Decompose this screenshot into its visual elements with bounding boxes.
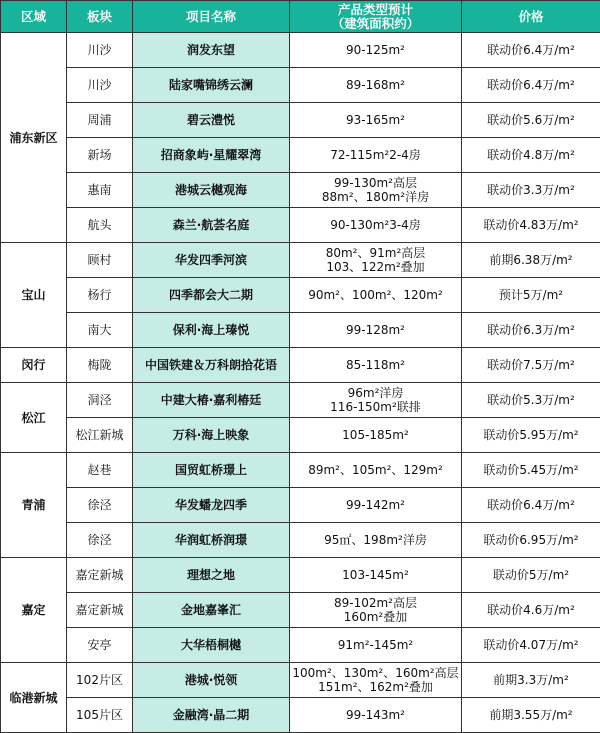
header-block: 板块	[67, 1, 133, 33]
table-header	[1, 1, 600, 33]
project-name-cell: 润发东望	[133, 33, 290, 68]
table-row	[1, 208, 600, 243]
project-name-cell: 森兰·航荟名庭	[133, 208, 290, 243]
block-cell: 顾村	[67, 243, 133, 278]
table-row	[1, 558, 600, 593]
product-type-cell	[290, 593, 462, 628]
product-type-line: 89m²、105m²、129m²	[292, 463, 459, 477]
product-type-line: 103-145m²	[292, 568, 459, 582]
project-name-cell: 港城云樾观海	[133, 173, 290, 208]
block-cell: 松江新城	[67, 418, 133, 453]
price-cell: 联动价6.95万/m²	[462, 523, 600, 558]
product-type-line: 88m²、180m²洋房	[292, 190, 459, 204]
block-cell: 嘉定新城	[67, 593, 133, 628]
product-type-line: 90-125m²	[292, 43, 459, 57]
project-name-cell: 华发四季河滨	[133, 243, 290, 278]
block-cell: 新场	[67, 138, 133, 173]
project-name-cell: 陆家嘴锦绣云澜	[133, 68, 290, 103]
block-cell: 航头	[67, 208, 133, 243]
header-price: 价格	[462, 1, 600, 33]
table-row	[1, 33, 600, 68]
region-cell: 闵行	[1, 348, 67, 383]
product-type-line: 89-168m²	[292, 78, 459, 92]
table-row	[1, 278, 600, 313]
product-type-cell	[290, 523, 462, 558]
table-row	[1, 68, 600, 103]
product-type-cell	[290, 348, 462, 383]
product-type-line: 103、122m²叠加	[292, 260, 459, 274]
product-type-line: 99-142m²	[292, 498, 459, 512]
block-cell: 徐泾	[67, 488, 133, 523]
table-row	[1, 383, 600, 418]
table-row	[1, 313, 600, 348]
product-type-line: 100m²、130m²、160m²高层	[292, 666, 459, 680]
table-row	[1, 418, 600, 453]
product-type-cell	[290, 103, 462, 138]
price-cell: 前期6.38万/m²	[462, 243, 600, 278]
block-cell: 嘉定新城	[67, 558, 133, 593]
block-cell: 南大	[67, 313, 133, 348]
price-cell: 联动价5.3万/m²	[462, 383, 600, 418]
region-cell: 松江	[1, 383, 67, 453]
product-type-cell	[290, 33, 462, 68]
price-cell: 联动价7.5万/m²	[462, 348, 600, 383]
product-type-cell	[290, 663, 462, 698]
project-name-cell: 中建大椿·嘉利椿廷	[133, 383, 290, 418]
product-type-cell	[290, 173, 462, 208]
price-cell: 前期3.3万/m²	[462, 663, 600, 698]
project-name-cell: 大华梧桐樾	[133, 628, 290, 663]
block-cell: 川沙	[67, 33, 133, 68]
price-cell: 联动价4.8万/m²	[462, 138, 600, 173]
table-body	[1, 33, 600, 733]
block-cell: 杨行	[67, 278, 133, 313]
region-cell: 宝山	[1, 243, 67, 348]
price-cell: 联动价4.6万/m²	[462, 593, 600, 628]
product-type-line: 99-128m²	[292, 323, 459, 337]
price-cell: 联动价6.4万/m²	[462, 488, 600, 523]
product-type-line: 80m²、91m²高层	[292, 246, 459, 260]
price-cell: 联动价3.3万/m²	[462, 173, 600, 208]
header-row	[1, 1, 600, 33]
header-product-line1: 产品类型预计	[292, 3, 459, 17]
product-type-cell	[290, 453, 462, 488]
table-row	[1, 348, 600, 383]
product-type-cell	[290, 278, 462, 313]
product-type-cell	[290, 138, 462, 173]
block-cell: 川沙	[67, 68, 133, 103]
project-name-cell: 理想之地	[133, 558, 290, 593]
table-row	[1, 103, 600, 138]
product-type-line: 93-165m²	[292, 113, 459, 127]
price-cell: 联动价6.4万/m²	[462, 68, 600, 103]
block-cell: 惠南	[67, 173, 133, 208]
block-cell: 梅陇	[67, 348, 133, 383]
product-type-cell	[290, 628, 462, 663]
project-name-cell: 中国铁建＆万科朗拾花语	[133, 348, 290, 383]
product-type-line: 105-185m²	[292, 428, 459, 442]
price-cell: 联动价4.83万/m²	[462, 208, 600, 243]
project-name-cell: 四季都会大二期	[133, 278, 290, 313]
table-row	[1, 173, 600, 208]
table-row	[1, 453, 600, 488]
price-cell: 联动价5.6万/m²	[462, 103, 600, 138]
product-type-line: 72-115m²2-4房	[292, 148, 459, 162]
block-cell: 徐泾	[67, 523, 133, 558]
project-name-cell: 国贸虹桥璟上	[133, 453, 290, 488]
header-product-line2: （建筑面积约）	[292, 17, 459, 31]
table-row	[1, 663, 600, 698]
project-name-cell: 华发蟠龙四季	[133, 488, 290, 523]
price-cell: 联动价5.45万/m²	[462, 453, 600, 488]
region-cell: 临港新城	[1, 663, 67, 733]
product-type-line: 160m²叠加	[292, 610, 459, 624]
block-cell: 周浦	[67, 103, 133, 138]
table-row	[1, 698, 600, 733]
product-type-line: 90m²、100m²、120m²	[292, 288, 459, 302]
price-cell: 联动价5.95万/m²	[462, 418, 600, 453]
project-name-cell: 港城·悦领	[133, 663, 290, 698]
price-cell: 联动价6.4万/m²	[462, 33, 600, 68]
price-cell: 预计5万/m²	[462, 278, 600, 313]
table-row	[1, 138, 600, 173]
price-cell: 前期3.55万/m²	[462, 698, 600, 733]
product-type-cell	[290, 698, 462, 733]
table-row	[1, 628, 600, 663]
product-type-cell	[290, 243, 462, 278]
table-row	[1, 593, 600, 628]
product-type-cell	[290, 383, 462, 418]
table-row	[1, 488, 600, 523]
project-name-cell: 招商象屿·星耀翠湾	[133, 138, 290, 173]
header-product	[290, 1, 462, 33]
product-type-line: 99-130m²高层	[292, 176, 459, 190]
product-type-cell	[290, 418, 462, 453]
table-row	[1, 523, 600, 558]
block-cell: 赵巷	[67, 453, 133, 488]
product-type-line: 116-150m²联排	[292, 400, 459, 414]
block-cell: 洞泾	[67, 383, 133, 418]
project-name-cell: 华润虹桥润璟	[133, 523, 290, 558]
project-name-cell: 万科·海上映象	[133, 418, 290, 453]
product-type-line: 151m²、162m²叠加	[292, 680, 459, 694]
product-type-cell	[290, 68, 462, 103]
product-type-line: 89-102m²高层	[292, 596, 459, 610]
product-type-cell	[290, 313, 462, 348]
product-type-line: 85-118m²	[292, 358, 459, 372]
product-type-line: 90-130m²3-4房	[292, 218, 459, 232]
product-type-line: 99-143m²	[292, 708, 459, 722]
product-type-cell	[290, 488, 462, 523]
project-name-cell: 碧云澧悦	[133, 103, 290, 138]
price-cell: 联动价4.07万/m²	[462, 628, 600, 663]
product-type-cell	[290, 208, 462, 243]
region-cell: 青浦	[1, 453, 67, 558]
project-name-cell: 金融湾·晶二期	[133, 698, 290, 733]
region-cell: 浦东新区	[1, 33, 67, 243]
header-project: 项目名称	[133, 1, 290, 33]
block-cell: 102片区	[67, 663, 133, 698]
product-type-line: 95㎡、198m²洋房	[292, 533, 459, 547]
block-cell: 安亭	[67, 628, 133, 663]
price-cell: 联动价6.3万/m²	[462, 313, 600, 348]
product-type-cell	[290, 558, 462, 593]
table-row	[1, 243, 600, 278]
header-region: 区域	[1, 1, 67, 33]
product-type-line: 96m²洋房	[292, 386, 459, 400]
product-type-line: 91m²-145m²	[292, 638, 459, 652]
project-name-cell: 保利·海上瑧悦	[133, 313, 290, 348]
block-cell: 105片区	[67, 698, 133, 733]
region-cell: 嘉定	[1, 558, 67, 663]
project-name-cell: 金地嘉峯汇	[133, 593, 290, 628]
price-cell: 联动价5万/m²	[462, 558, 600, 593]
